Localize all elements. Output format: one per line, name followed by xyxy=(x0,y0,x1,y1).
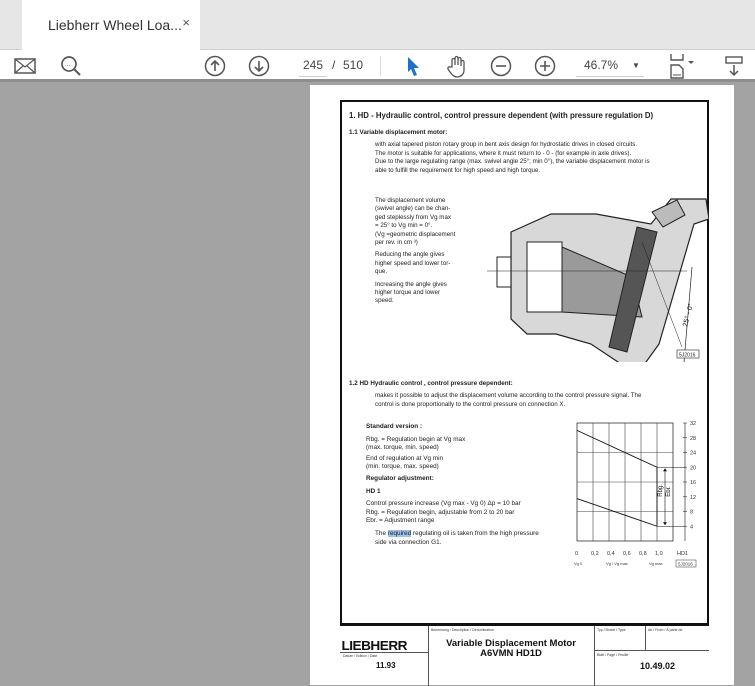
text-line: ged steplessly from Vg max xyxy=(375,213,451,221)
y-tick-label: 16 xyxy=(690,480,697,486)
x-tick-label: 0,6 xyxy=(623,551,631,557)
y-tick-label: 20 xyxy=(690,465,697,472)
page-up-icon[interactable] xyxy=(204,54,226,78)
select-arrow-icon[interactable] xyxy=(405,54,421,78)
x-tick-label: 0,2 xyxy=(591,551,599,557)
figure-id: 5J2016 xyxy=(679,352,696,359)
search-highlight: required xyxy=(387,529,412,537)
section-heading-1-2: 1.2 HD Hydraulic control , control pressure dependent: xyxy=(349,380,513,387)
pdf-page xyxy=(310,85,734,685)
page-label: Blatt / Page / Feuille xyxy=(597,653,629,657)
x-tick-label: 1,0 xyxy=(655,551,663,557)
svg-text:...: ... xyxy=(65,62,71,68)
x-sub-label: Vg max xyxy=(649,561,663,566)
document-page-number: 10.49.02 xyxy=(640,661,676,671)
text-line: side via connection G1. xyxy=(375,538,442,546)
text-line: able to fulfill the requirement for high speed and high torque. xyxy=(375,166,541,174)
document-title xyxy=(428,639,594,659)
text-line: higher torque and lower xyxy=(375,289,441,297)
from-label: Ab / From / À partir de xyxy=(648,628,683,632)
title-line: Variable Displacement Motor xyxy=(446,638,576,649)
text-line: que. xyxy=(375,268,388,276)
text-line: The motor is suitable for applications, where it must return to - 0 - (for example in axle drives). xyxy=(375,149,632,157)
date-label: Datum / Edition / Date xyxy=(343,654,378,658)
series-line-upper xyxy=(577,430,657,467)
page-down-icon[interactable] xyxy=(248,54,270,78)
text-line: higher speed and lower tor- xyxy=(375,259,451,267)
x-tick-label: 0,4 xyxy=(607,551,615,557)
text-line: (max. torque, min. speed) xyxy=(366,444,439,452)
text-line: per rev. in cm ³) xyxy=(375,239,418,247)
y-tick-label: 32 xyxy=(690,421,697,427)
text-line: speed. xyxy=(375,297,394,305)
tab-bar xyxy=(0,0,755,50)
x-sub-label: Vg / Vg max xyxy=(606,561,628,566)
text-line: End of regulation at Vg min xyxy=(366,454,444,462)
text-span: The xyxy=(375,529,388,537)
fit-page-icon[interactable] xyxy=(668,54,698,78)
y-tick-label: 12 xyxy=(690,494,697,501)
ebr-label: Ebr. xyxy=(666,486,672,497)
paragraph-1-2 xyxy=(375,392,641,409)
motor-cross-section-drawing xyxy=(487,187,709,362)
liebherr-logo: LIEBHERR xyxy=(341,638,408,653)
figure-id-label: 5J2016 xyxy=(678,561,693,567)
text-line: Reducing the angle gives xyxy=(375,251,445,259)
x-tick-label: 0 xyxy=(575,551,579,557)
title-line: A6VMN HD1D xyxy=(480,648,542,659)
text-span: regulating oil is taken from the high pressure xyxy=(411,529,539,537)
y-tick-label: 8 xyxy=(690,509,694,516)
tab-title: Liebherr Wheel Loa... xyxy=(48,17,182,33)
text-line: Rbg. = Regulation begin, adjustable from 2 to 20 bar xyxy=(366,508,515,516)
mail-icon[interactable] xyxy=(14,54,36,78)
text-line: = 25° to Vg min = 0°. xyxy=(375,222,433,230)
text-line: makes it possible to adjust the displacement volume according to the control pressure signal. The xyxy=(375,392,642,399)
hand-icon[interactable] xyxy=(446,54,468,78)
regulation-description xyxy=(366,423,539,547)
paragraph-1-1 xyxy=(375,141,650,175)
page-separator: / xyxy=(332,58,336,72)
close-tab-icon[interactable]: × xyxy=(182,15,190,30)
regulator-adjustment-heading: Regulator adjustment: xyxy=(366,474,434,482)
type-label: Typ / Model / Type xyxy=(597,628,626,632)
standard-version-heading: Standard version : xyxy=(366,423,423,430)
text-line: Rbg. = Regulation begin at Vg max xyxy=(366,435,466,443)
text-line: control is done proportionally to the control pressure on connection X. xyxy=(375,400,566,408)
text-line: with axial tapered piston rotary group in bent axis design for hydrostatic drives in closed circuits. xyxy=(375,141,638,148)
description-label: Benennung / Description / Dénomination xyxy=(431,628,494,632)
page-total: 510 xyxy=(343,58,364,72)
text-line: Ebr. = Adjustment range xyxy=(366,517,435,525)
y-tick-label: 24 xyxy=(690,450,697,457)
chevron-down-icon[interactable]: ▼ xyxy=(632,61,640,70)
search-icon[interactable] xyxy=(60,54,82,78)
text-line: Control pressure increase (Vg max - Vg 0) Δp = 10 bar xyxy=(366,500,521,508)
section-heading-1: 1. HD - Hydraulic control, control pressure dependent (with pressure regulation D) xyxy=(349,111,654,120)
regulation-chart xyxy=(570,420,710,590)
x-extra-label: HD1 xyxy=(677,551,689,557)
rbg-label: Rbg. xyxy=(658,484,664,497)
section-heading-1-1: 1.1 Variable displacement motor: xyxy=(349,129,448,136)
edition-date: 11.93 xyxy=(376,661,396,670)
series-line-lower xyxy=(577,499,657,527)
text-line: The displacement volume xyxy=(375,197,446,204)
scroll-mode-icon[interactable] xyxy=(724,54,744,78)
toolbar-divider xyxy=(380,56,381,76)
text-line: Due to the large regulating range (max. swivel angle 25°; min 0°), the variable displacement motor is xyxy=(375,158,650,166)
hd1-heading: HD 1 xyxy=(366,487,381,495)
title-block xyxy=(340,623,709,683)
text-line xyxy=(366,530,539,539)
text-line: Increasing the angle gives xyxy=(375,280,447,288)
x-tick-label: 0,8 xyxy=(639,551,647,557)
text-line: (Vg =geometric displacement xyxy=(375,230,456,238)
angle-label: 25° - 0° xyxy=(682,303,696,328)
text-line: (min. torque, max. speed) xyxy=(366,463,439,471)
document-tab[interactable] xyxy=(22,0,200,50)
x-sub-label: Vg 0 xyxy=(574,561,583,566)
page-number-input[interactable]: 245 xyxy=(299,58,327,77)
document-frame xyxy=(340,100,709,623)
zoom-out-icon[interactable] xyxy=(490,54,512,78)
zoom-in-icon[interactable] xyxy=(534,54,556,78)
y-tick-label: 28 xyxy=(690,435,697,442)
y-tick-label: 4 xyxy=(690,524,694,531)
zoom-select[interactable]: 46.7% xyxy=(576,58,644,77)
toolbar xyxy=(0,50,755,82)
text-line: (swivel angle) can be chan- xyxy=(375,205,451,213)
side-description xyxy=(375,197,475,306)
